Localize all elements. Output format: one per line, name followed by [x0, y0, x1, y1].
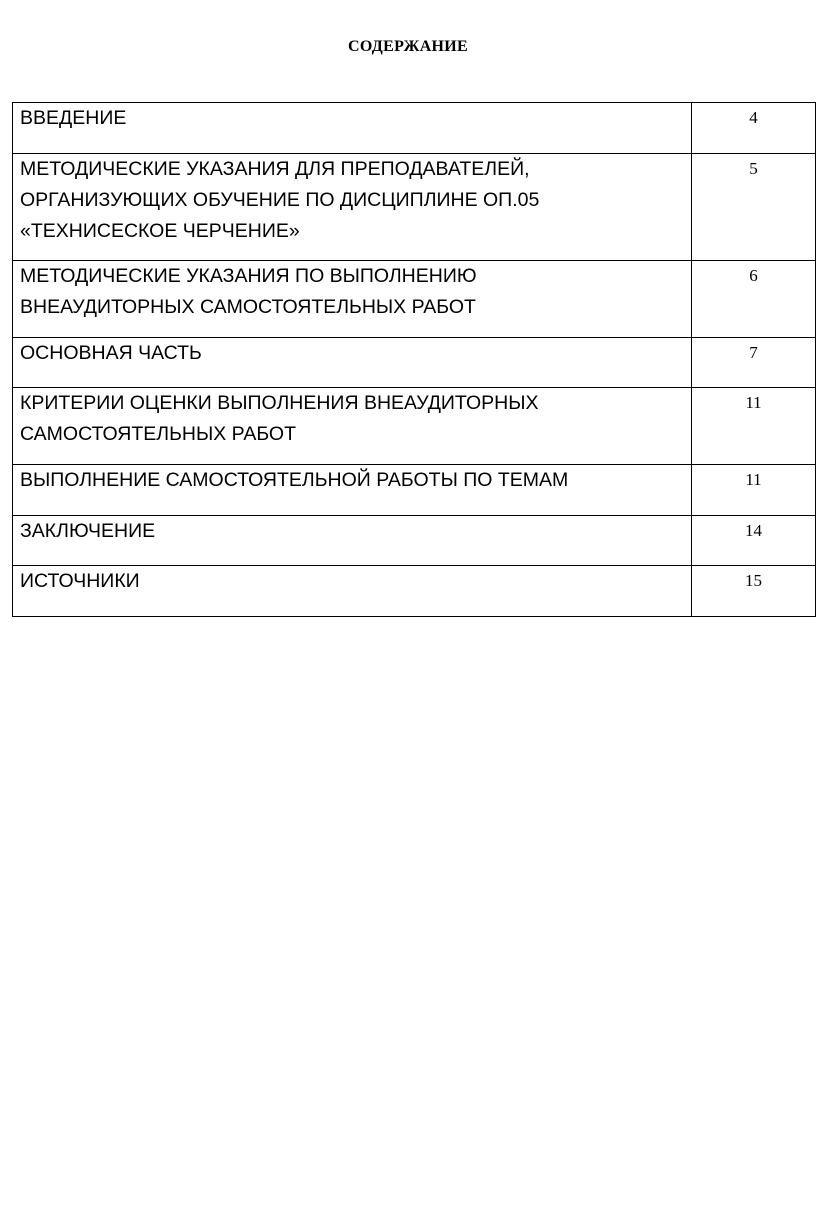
table-of-contents: [12, 102, 816, 617]
toc-entry-title: КРИТЕРИИ ОЦЕНКИ ВЫПОЛНЕНИЯ ВНЕАУДИТОРНЫХ САМОСТОЯТЕЛЬНЫХ РАБОТ: [13, 388, 692, 465]
toc-entry-page: 11: [692, 465, 816, 516]
toc-entry-title: ЗАКЛЮЧЕНИЕ: [13, 516, 692, 566]
toc-entry-page: 6: [692, 261, 816, 338]
toc-entry-title: МЕТОДИЧЕСКИЕ УКАЗАНИЯ ДЛЯ ПРЕПОДАВАТЕЛЕЙ, ОРГАНИЗУЮЩИХ ОБУЧЕНИЕ ПО ДИСЦИПЛИНЕ ОП.05 «ТЕХНИСЕСКОЕ ЧЕРЧЕНИЕ»: [13, 154, 692, 261]
toc-row-sources: [13, 566, 816, 617]
toc-entry-title: ИСТОЧНИКИ: [13, 566, 692, 617]
toc-row-conclusion: [13, 516, 816, 566]
toc-entry-page: 14: [692, 516, 816, 566]
toc-entry-page: 11: [692, 388, 816, 465]
page-title: СОДЕРЖАНИЕ: [347, 38, 469, 55]
toc-row-assessment-criteria: [13, 388, 816, 465]
toc-entry-title: МЕТОДИЧЕСКИЕ УКАЗАНИЯ ПО ВЫПОЛНЕНИЮ ВНЕАУДИТОРНЫХ САМОСТОЯТЕЛЬНЫХ РАБОТ: [13, 261, 692, 338]
toc-entry-title: ОСНОВНАЯ ЧАСТЬ: [13, 338, 692, 388]
toc-entry-page: 4: [692, 103, 816, 154]
toc-row-topic-work: [13, 465, 816, 516]
toc-entry-page: 15: [692, 566, 816, 617]
toc-entry-title: ВЫПОЛНЕНИЕ САМОСТОЯТЕЛЬНОЙ РАБОТЫ ПО ТЕМАМ: [13, 465, 692, 516]
toc-entry-page: 7: [692, 338, 816, 388]
toc-row-introduction: [13, 103, 816, 154]
toc-row-teacher-guidelines: [13, 154, 816, 261]
toc-row-main-part: [13, 338, 816, 388]
toc-entry-title: ВВЕДЕНИЕ: [13, 103, 692, 154]
toc-row-independent-work-guidelines: [13, 261, 816, 338]
toc-entry-page: 5: [692, 154, 816, 261]
